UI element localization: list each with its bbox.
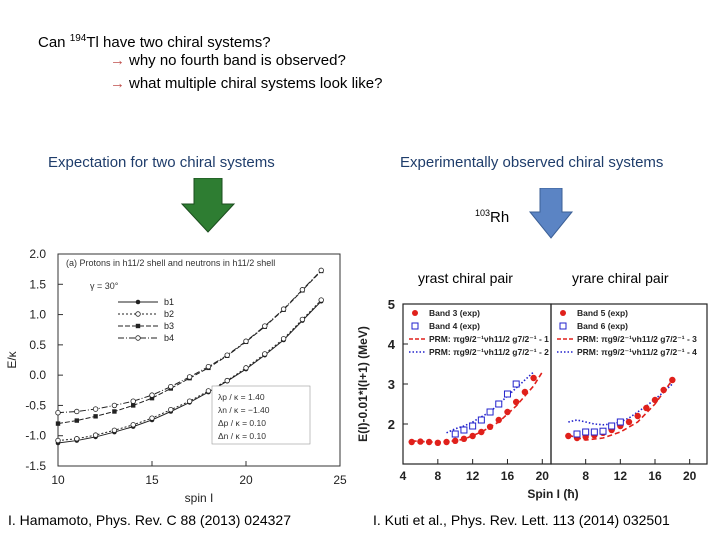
- data-point-band-a: [496, 417, 502, 423]
- data-point: [319, 298, 324, 303]
- x-tick-label: 8: [582, 469, 590, 483]
- data-point: [263, 324, 268, 329]
- data-point-band-b: [513, 381, 519, 387]
- x-tick-label: 16: [648, 469, 662, 483]
- data-point: [93, 433, 98, 438]
- parameter-label: Δp / κ = 0.10: [218, 418, 266, 428]
- x-tick-label: 12: [613, 469, 628, 483]
- legend-label: PRM: πg9/2⁻¹νh11/2 g7/2⁻¹ - 2: [429, 347, 549, 357]
- legend-label: b3: [164, 321, 175, 331]
- data-point-band-a: [522, 389, 528, 395]
- parameter-label: λn / κ = −1.40: [218, 405, 270, 415]
- data-point: [225, 378, 230, 383]
- x-axis-label: Spin I (ħ): [527, 487, 579, 501]
- legend-label: Band 6 (exp): [577, 321, 629, 331]
- data-point-band-a: [452, 438, 458, 444]
- data-point: [93, 407, 98, 412]
- data-point-band-a: [530, 375, 536, 381]
- y-tick-label: 5: [387, 297, 395, 312]
- data-point: [263, 352, 268, 357]
- data-point-band-a: [409, 439, 415, 445]
- panel-frame: [551, 304, 707, 464]
- data-point-band-b: [487, 409, 493, 415]
- legend-label: Band 3 (exp): [429, 308, 481, 318]
- y-tick-label: 2.0: [29, 247, 46, 261]
- x-tick-label: 4: [399, 469, 407, 483]
- data-point: [112, 428, 117, 433]
- data-point: [136, 324, 140, 328]
- data-point: [150, 393, 155, 398]
- x-tick-label: 25: [333, 473, 347, 487]
- x-axis-label: spin I: [184, 491, 214, 505]
- data-point: [169, 384, 174, 389]
- nucleus-symbol: Rh: [490, 209, 510, 226]
- data-point-band-b: [496, 401, 502, 407]
- gamma-label: γ = 30°: [90, 281, 119, 291]
- data-point: [300, 287, 305, 292]
- data-point-band-a: [513, 399, 519, 405]
- data-point: [136, 336, 141, 341]
- x-tick-label: 10: [51, 473, 65, 487]
- data-point-band-a: [469, 433, 475, 439]
- data-point: [150, 416, 155, 421]
- legend-label: Band 5 (exp): [577, 308, 629, 318]
- data-point-band-a: [565, 433, 571, 439]
- data-point-band-a: [652, 397, 658, 403]
- data-point: [281, 337, 286, 342]
- data-point: [112, 403, 117, 408]
- parameter-label: Δn / κ = 0.10: [218, 431, 266, 441]
- data-point-band-b: [504, 391, 510, 397]
- data-point-band-a: [443, 439, 449, 445]
- bullet-text: what multiple chiral systems look like?: [129, 75, 383, 92]
- y-tick-label: -0.5: [25, 398, 46, 413]
- data-point-band-b: [461, 427, 467, 433]
- data-point: [244, 366, 249, 371]
- legend-label: PRM: πg9/2⁻¹νh11/2 g7/2⁻¹ - 4: [577, 347, 697, 357]
- data-point: [93, 414, 97, 418]
- data-point: [206, 364, 211, 369]
- data-point: [136, 312, 141, 317]
- data-point: [300, 317, 305, 322]
- data-point-band-a: [426, 439, 432, 445]
- data-point: [56, 410, 61, 415]
- legend-label: b1: [164, 297, 175, 307]
- data-point: [244, 339, 249, 344]
- legend-label: b2: [164, 309, 175, 319]
- data-point: [187, 399, 192, 404]
- data-point: [131, 403, 135, 407]
- data-point: [56, 421, 60, 425]
- question-line: [38, 33, 271, 51]
- arrow-right-icon: →: [110, 75, 125, 92]
- y-tick-label: 3: [387, 377, 395, 392]
- data-point-band-a: [435, 440, 441, 446]
- data-point-band-a: [478, 429, 484, 435]
- legend-label: PRM: πg9/2⁻¹νh11/2 g7/2⁻¹ - 3: [577, 334, 697, 344]
- data-point-band-b: [591, 429, 597, 435]
- label-yrare: yrare chiral pair: [572, 270, 669, 286]
- arrow-right-icon: →: [110, 52, 125, 69]
- y-tick-label: -1.0: [25, 428, 46, 443]
- data-point: [206, 389, 211, 394]
- y-tick-label: 0.0: [29, 368, 46, 383]
- data-point-band-a: [461, 436, 467, 442]
- y-tick-label: 1.5: [29, 277, 46, 292]
- legend-marker: [560, 323, 566, 329]
- data-point: [281, 307, 286, 312]
- data-point-band-b: [617, 419, 623, 425]
- legend-marker: [560, 310, 566, 316]
- data-point: [75, 436, 80, 441]
- bullet-1: [110, 52, 346, 69]
- heading-observed: Experimentally observed chiral systems: [400, 154, 664, 171]
- data-point: [112, 409, 116, 413]
- y-tick-label: 2: [387, 417, 395, 432]
- parameter-label: λp / κ = 1.40: [218, 392, 265, 402]
- data-point-band-a: [660, 387, 666, 393]
- reference-kuti: I. Kuti et al., Phys. Rev. Lett. 113 (2014) 032501: [373, 512, 670, 528]
- y-tick-label: 0.5: [29, 337, 46, 352]
- data-point-band-b: [600, 428, 606, 434]
- y-tick-label: 4: [387, 337, 395, 352]
- down-arrow-icon: [180, 178, 236, 234]
- data-point: [131, 423, 136, 428]
- data-point-band-a: [417, 438, 423, 444]
- panel-label: (a) Protons in h11/2 shell and neutrons in h11/2 shell: [66, 258, 276, 268]
- data-point: [131, 399, 136, 404]
- bullet-2: [110, 75, 382, 92]
- x-tick-label: 20: [682, 469, 697, 483]
- legend-marker: [412, 310, 418, 316]
- legend-label: b4: [164, 333, 175, 343]
- data-point: [187, 375, 192, 380]
- label-yrast: yrast chiral pair: [418, 270, 513, 286]
- data-point-band-a: [669, 377, 675, 383]
- y-axis-label: E(I)-0.01*I(I+1) (MeV): [356, 326, 370, 442]
- nucleus-label: [475, 208, 509, 226]
- x-tick-label: 20: [239, 473, 253, 487]
- x-tick-label: 16: [500, 469, 515, 483]
- bullet-text: why no fourth band is observed?: [129, 52, 346, 69]
- data-point-band-b: [478, 417, 484, 423]
- question-text-rest: Tl have two chiral systems?: [86, 34, 271, 51]
- data-point: [225, 353, 230, 358]
- heading-expectation: Expectation for two chiral systems: [48, 154, 275, 171]
- data-point: [319, 268, 324, 273]
- x-tick-label: 8: [434, 469, 442, 483]
- data-point-band-a: [504, 409, 510, 415]
- data-point-band-b: [574, 431, 580, 437]
- nucleus-mass: 103: [475, 208, 491, 218]
- reference-hamamoto: I. Hamamoto, Phys. Rev. C 88 (2013) 024327: [8, 512, 291, 528]
- chart-theory-bands: [0, 240, 360, 510]
- data-point-band-b: [452, 431, 458, 437]
- x-tick-label: 12: [465, 469, 480, 483]
- legend-label: PRM: πg9/2⁻¹νh11/2 g7/2⁻¹ - 1: [429, 334, 549, 344]
- legend-marker: [412, 323, 418, 329]
- question-mass-number: 194: [69, 33, 87, 44]
- chart-experiment-bands: [355, 290, 720, 505]
- data-point-band-a: [487, 424, 493, 430]
- data-point-band-a: [634, 413, 640, 419]
- data-point-band-a: [643, 405, 649, 411]
- question-text: Can: [38, 34, 70, 51]
- y-tick-label: -1.5: [25, 459, 46, 473]
- data-point-band-b: [583, 429, 589, 435]
- x-tick-label: 20: [535, 469, 549, 483]
- data-point: [75, 409, 80, 414]
- data-point: [56, 438, 61, 443]
- data-point-band-a: [626, 419, 632, 425]
- data-point: [169, 407, 174, 412]
- data-point-band-b: [470, 423, 476, 429]
- data-point: [136, 300, 141, 305]
- legend-label: Band 4 (exp): [429, 321, 481, 331]
- y-tick-label: 1.0: [29, 307, 46, 322]
- data-point: [75, 418, 79, 422]
- x-tick-label: 15: [145, 473, 159, 487]
- down-arrow-icon: [528, 188, 574, 240]
- data-point-band-b: [609, 423, 615, 429]
- y-axis-label: E/κ: [5, 351, 19, 369]
